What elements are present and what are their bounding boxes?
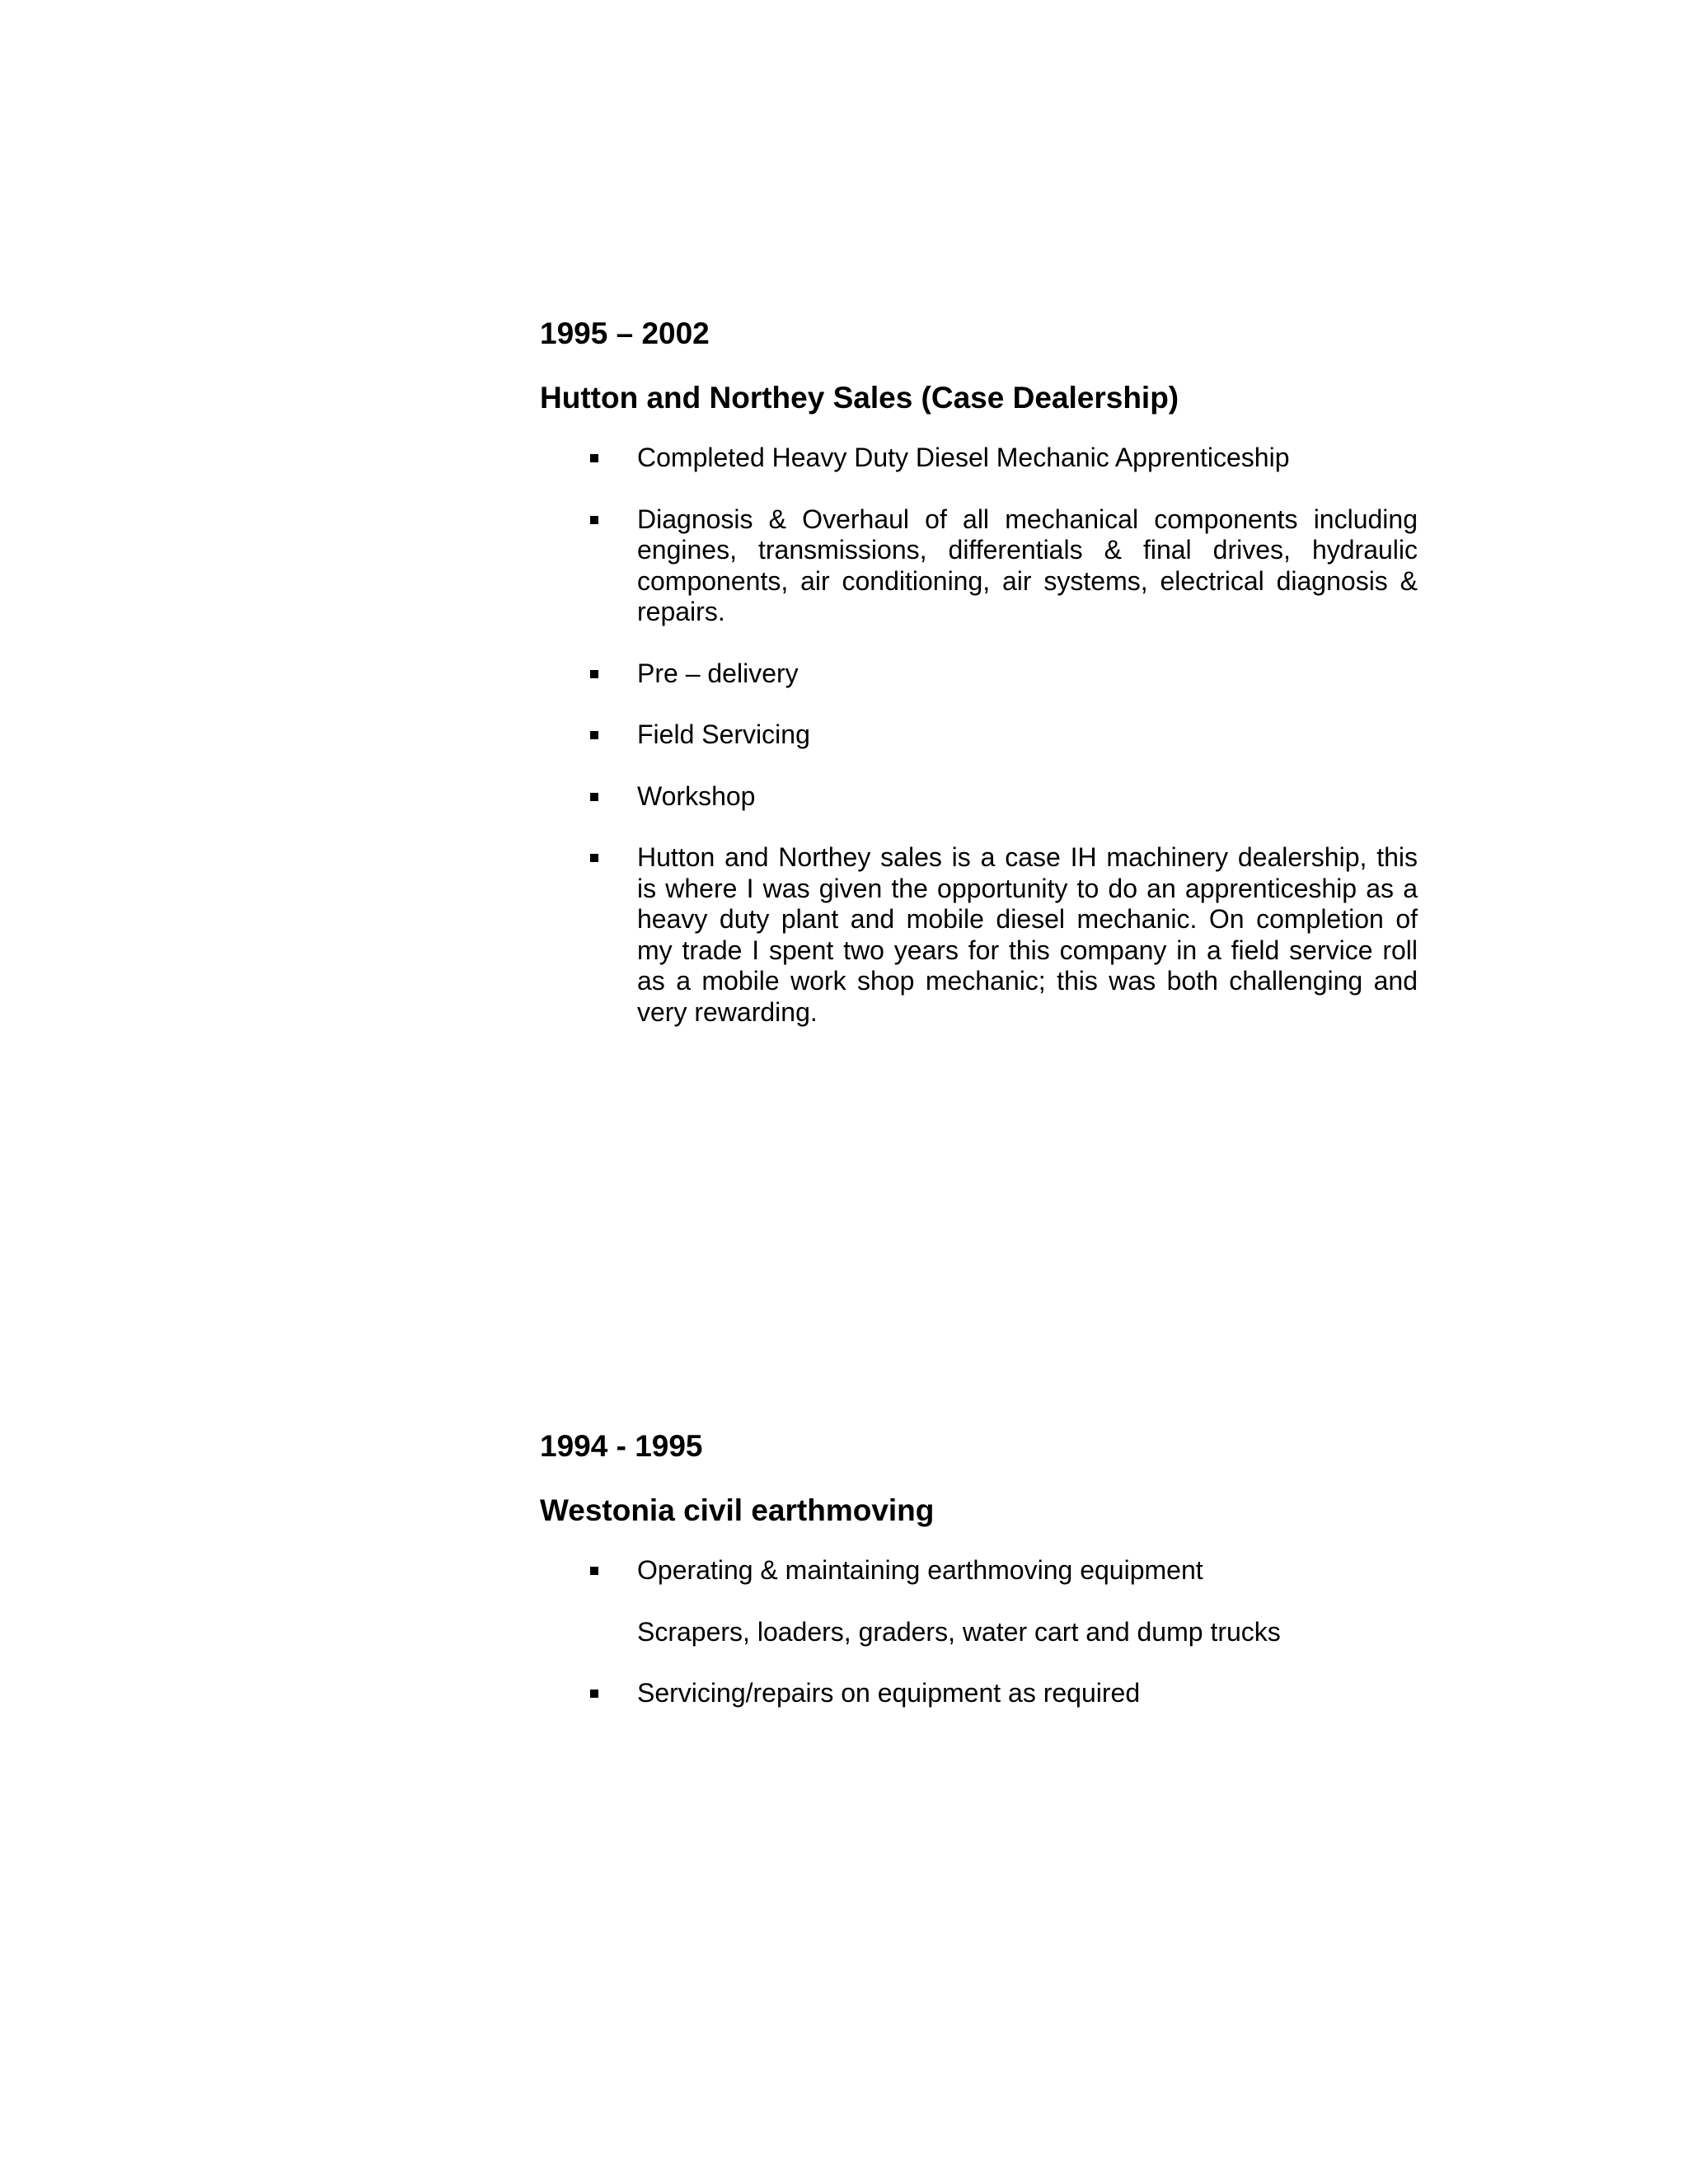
list-item-text: Servicing/repairs on equipment as required <box>637 1678 1141 1708</box>
list-item <box>540 781 1418 813</box>
square-bullet-icon <box>590 1567 598 1575</box>
list-item-text: Pre – delivery <box>637 658 799 688</box>
list-item <box>540 1555 1418 1586</box>
job-section-westonia <box>540 1428 1418 1740</box>
list-item-text: Workshop <box>637 780 756 811</box>
list-item-text: Operating & maintaining earthmoving equipment <box>637 1555 1203 1585</box>
job-date-range: 1995 – 2002 <box>540 316 710 350</box>
square-bullet-icon <box>590 731 598 739</box>
square-bullet-icon <box>590 1690 598 1698</box>
job-date-range: 1994 - 1995 <box>540 1429 703 1463</box>
square-bullet-icon <box>590 454 598 462</box>
list-item <box>540 1678 1418 1709</box>
square-bullet-icon <box>590 516 598 524</box>
list-item-text: Diagnosis & Overhaul of all mechanical components including engines, transmissions, differentials & final drives, hydraulic components, air conditioning, air systems, electrical diagnosis & repairs. <box>637 504 1418 626</box>
list-item <box>540 719 1418 751</box>
duty-list <box>540 1555 1418 1709</box>
list-item-text: Field Servicing <box>637 719 810 749</box>
square-bullet-icon <box>590 854 598 862</box>
list-item <box>540 842 1418 1028</box>
company-name: Westonia civil earthmoving <box>540 1493 935 1527</box>
square-bullet-icon <box>590 670 598 678</box>
company-name: Hutton and Northey Sales (Case Dealership) <box>540 381 1179 415</box>
list-item <box>540 443 1418 474</box>
list-item <box>540 658 1418 690</box>
list-item-text: Scrapers, loaders, graders, water cart and dump trucks <box>637 1616 1281 1647</box>
duty-list <box>540 443 1418 1028</box>
square-bullet-icon <box>590 793 598 801</box>
list-item-text: Completed Heavy Duty Diesel Mechanic Apprenticeship <box>637 443 1290 472</box>
job-section-hutton-northey <box>540 316 1418 1058</box>
list-item-continuation <box>540 1617 1418 1648</box>
list-item <box>540 504 1418 628</box>
list-item-text: Hutton and Northey sales is a case IH machinery dealership, this is where I was given the opportunity to do an apprenticeship as a heavy duty plant and mobile diesel mechanic. On completion of my trade I spent two years for this company in a field service roll as a mobile work shop mechanic; this was both challenging and very rewarding. <box>637 842 1418 1027</box>
